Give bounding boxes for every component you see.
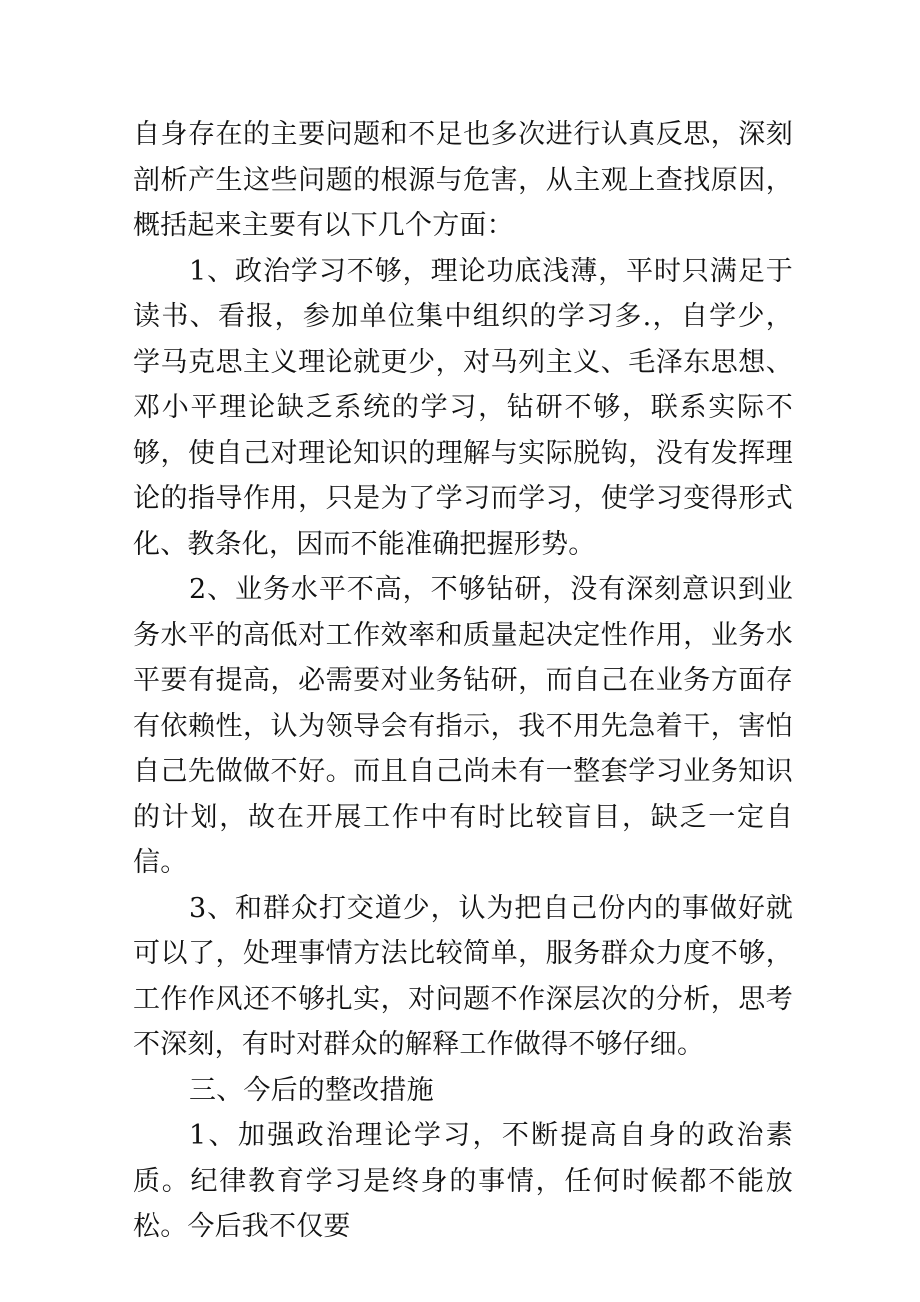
paragraph-point-3-masses: 3、和群众打交道少，认为把自己份内的事做好就可以了，处理事情方法比较简单，服务群众力度不够，工作作风还不够扎实，对问题不作深层次的分析，思考不深刻，有时对群众的解释工作做得不够仔细。 bbox=[133, 892, 793, 1060]
section-heading-rectification: 三、今后的整改措施 bbox=[189, 1074, 434, 1106]
paragraph-continuation: 自身存在的主要问题和不足也多次进行认真反思，深刻剖析产生这些问题的根源与危害，从主观上查找原因，概括起来主要有以下几个方面： bbox=[133, 119, 793, 241]
document-body bbox=[133, 112, 793, 1250]
paragraph-measure-1: 1、加强政治理论学习，不断提高自身的政治素质。纪律教育学习是终身的事情，任何时候都不能放松。今后我不仅要 bbox=[133, 1120, 793, 1242]
paragraph-point-2-business: 2、业务水平不高，不够钻研，没有深刻意识到业务水平的高低对工作效率和质量起决定性作用，业务水平要有提高，必需要对业务钻研，而自己在业务方面存有依赖性，认为领导会有指示，我不用先急着干，害怕自己先做做不好。而且自己尚未有一整套学习业务知识的计划，故在开展工作中有时比较盲目，缺乏一定自信。 bbox=[133, 574, 793, 878]
paragraph-point-1-theory: 1、政治学习不够，理论功底浅薄，平时只满足于读书、看报，参加单位集中组织的学习多.，自学少，学马克思主义理论就更少，对马列主义、毛泽东思想、邓小平理论缺乏系统的学习，钻研不够，联系实际不够，使自己对理论知识的理解与实际脱钩，没有发挥理论的指导作用，只是为了学习而学习，使学习变得形式化、教条化，因而不能准确把握形势。 bbox=[133, 255, 793, 560]
